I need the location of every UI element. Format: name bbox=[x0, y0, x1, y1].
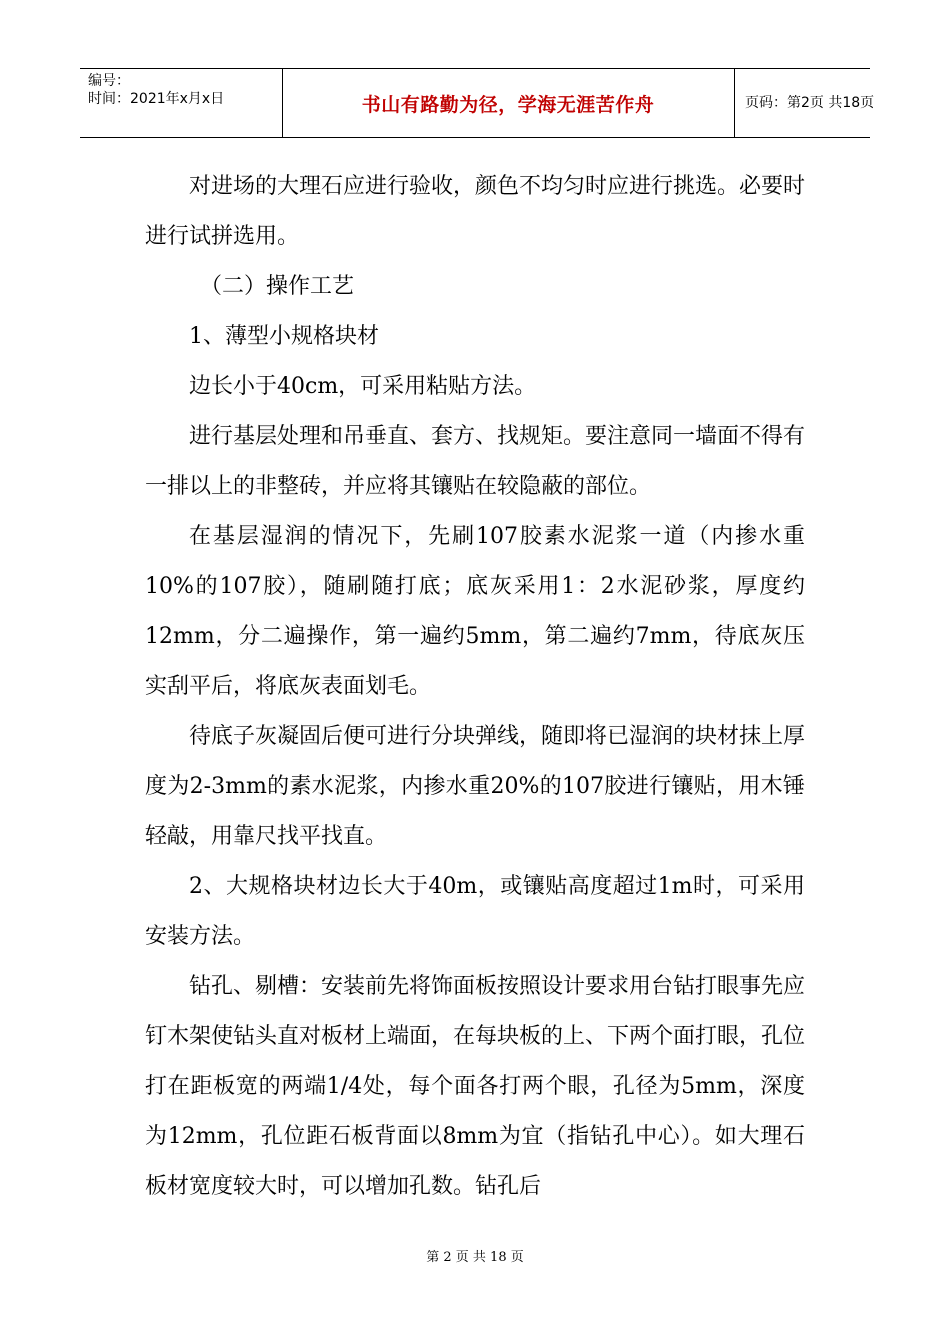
body-paragraph: 2、大规格块材边长大于40m，或镶贴高度超过1m时，可采用安装方法。 bbox=[145, 874, 805, 949]
body-paragraph: 进行基层处理和吊垂直、套方、找规矩。要注意同一墙面不得有一排以上的非整砖，并应将其镶贴在较隐蔽的部位。 bbox=[145, 424, 806, 499]
body-paragraph: 在基层湿润的情况下，先刷107胶素水泥浆一道（内掺水重10%的107胶），随刷随打底；底灰采用1：2水泥砂浆，厚度约12mm，分二遍操作，第一遍约5mm，第二遍约7mm，待底灰压实刮平后，将底灰表面划毛。 bbox=[145, 524, 805, 699]
section-heading: （二）操作工艺 bbox=[200, 274, 355, 299]
page-header bbox=[80, 68, 875, 138]
subsection-heading: 1、薄型小规格块材 bbox=[189, 324, 379, 349]
body-paragraph: 钻孔、剔槽：安装前先将饰面板按照设计要求用台钻打眼事先应钉木架使钻头直对板材上端面，在每块板的上、下两个面打眼，孔位打在距板宽的两端1/4处，每个面各打两个眼，孔径为5mm，深度为12mm，孔位距石板背面以8mm为宜（指钻孔中心）。如大理石板材宽度较大时，可以增加孔数。钻孔后 bbox=[145, 974, 806, 1199]
body-paragraph: 对进场的大理石应进行验收，颜色不均匀时应进行挑选。必要时进行试拼选用。 bbox=[145, 174, 806, 249]
page-footer: 第 2 页 共 18 页 bbox=[426, 1250, 524, 1265]
header-motto: 书山有路勤为径，学海无涯苦作舟 bbox=[361, 93, 655, 116]
header-middle-cell bbox=[282, 69, 735, 137]
header-left-cell bbox=[80, 69, 283, 137]
document-time-label: 时间：2021年x月x日 bbox=[88, 91, 225, 107]
header-page-info: 页码：第2页 共18页 bbox=[745, 95, 875, 111]
document-number-label: 编号： bbox=[88, 73, 130, 89]
body-paragraph: 边长小于40cm，可采用粘贴方法。 bbox=[189, 374, 537, 399]
body-paragraph: 待底子灰凝固后便可进行分块弹线，随即将已湿润的块材抹上厚度为2-3mm的素水泥浆，内掺水重20%的107胶进行镶贴，用木锤轻敲，用靠尺找平找直。 bbox=[145, 724, 806, 849]
header-right-cell bbox=[735, 69, 875, 137]
document-body bbox=[145, 162, 805, 1212]
